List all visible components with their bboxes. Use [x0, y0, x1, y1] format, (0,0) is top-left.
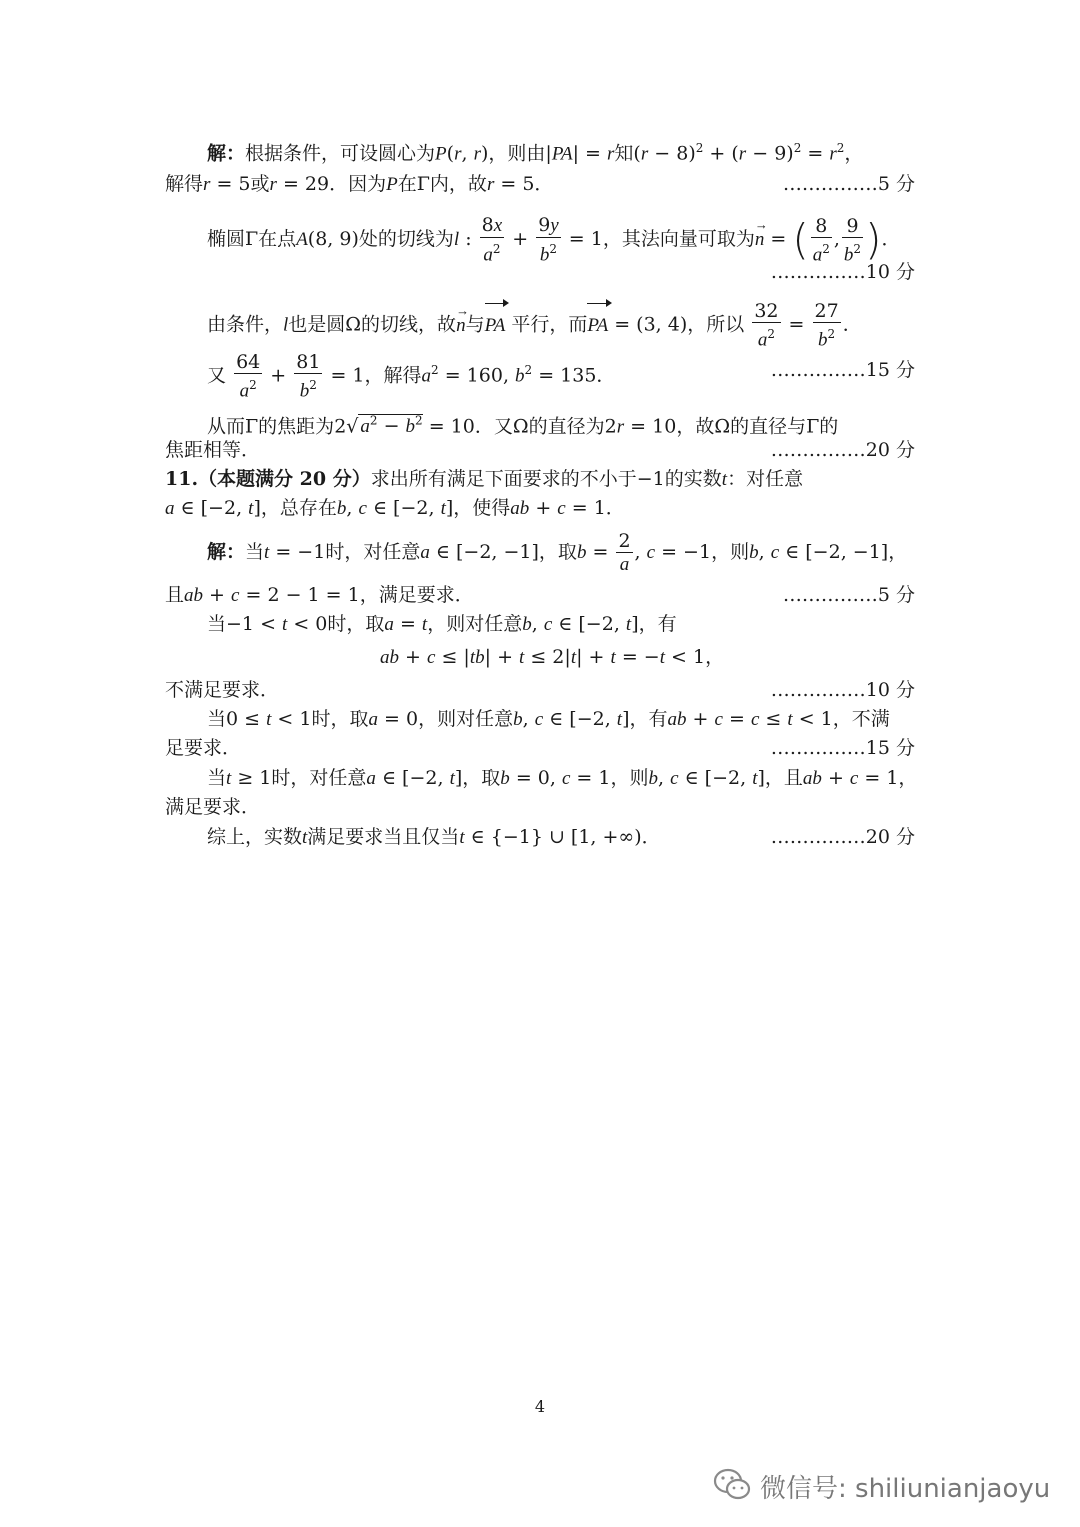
- page-number: 4: [534, 1397, 546, 1416]
- solution-11-line-6: 当0 ≤ t < 1时，取a = 0，则对任意b, c ∈ [−2, t]，有ab + c = c ≤ t < 1，不满: [207, 708, 890, 730]
- solution-11-line-5: 不满足要求．: [165, 679, 280, 701]
- problem-11-line-1: 11.（本题满分 20 分）求出所有满足下面要求的不小于−1的实数t：对任意: [165, 468, 804, 490]
- solution-line-5: 又 $\frac{64}{a^2}$ + $\frac{81}{b^2}$ = 1，解得$a^2 = 160$, $b^2 = 135$．: [207, 350, 616, 401]
- solution-11-line-9: 满足要求．: [165, 796, 261, 818]
- solution-line-7: 焦距相等．: [165, 439, 261, 461]
- score-15: ……………15 分: [770, 359, 915, 381]
- solution-line-1: 解：根据条件，可设圆心为P(r, r)，则由|PA| = r知$(r - 8)^2 + (r - 9)^2 = r^2$，: [207, 141, 864, 165]
- solution-11-line-3: 当−1 < t < 0时，取a = t，则对任意b, c ∈ [−2, t]，有: [207, 613, 677, 635]
- solution-line-3: 椭圆Γ在点A(8, 9)处的切线为l : $\frac{8x}{a^2}$ + $\frac{9y}{b^2}$ = 1，其法向量可取为→ n = ( $\frac{8}{a^2}$ , $\frac{9}{b^2}$ )．: [207, 214, 900, 258]
- score-20: ……………20 分: [770, 439, 915, 461]
- score-11-10: ……………10 分: [770, 679, 915, 701]
- solution-line-6: 从而Γ的焦距为2√ $a^2 - b^2 = 10$．又Ω的直径为2r = 10，故Ω的直径与Γ的: [207, 414, 839, 438]
- score-5: ……………5 分: [782, 173, 915, 195]
- solution-11-line-7: 足要求．: [165, 737, 242, 759]
- watermark-text: 微信号: shiliunianjaoyu: [760, 1474, 1051, 1504]
- score-11-5: ……………5 分: [782, 584, 915, 606]
- solution-11-line-1: 解：当t = −1时，对任意a ∈ [−2, −1]，取b = $\frac{2}{a}$ , c = −1，则b, c ∈ [−2, −1]，: [207, 530, 908, 575]
- solution-11-line-10: 综上，实数t满足要求当且仅当t ∈ {−1} ∪ [1, +∞)．: [207, 826, 661, 848]
- solution-line-2: 解得r = 5或r = 29．因为P在Γ内，故r = 5．: [165, 173, 554, 195]
- solution-line-4: 由条件，l也是圆Ω的切线，故→ n与PA 平行，而PA = (3, 4)，所以 $\frac{32}{a^2}$ = $\frac{27}{b^2}$ ．: [207, 300, 862, 344]
- problem-11-line-2: a ∈ [−2, t]，总存在b, c ∈ [−2, t]，使得ab + c = 1．: [165, 497, 625, 519]
- solution-11-line-8: 当t ≥ 1时，对任意a ∈ [−2, t]，取b = 0, c = 1，则b, c ∈ [−2, t]，且ab + c = 1，: [207, 767, 918, 789]
- score-11-15: ……………15 分: [770, 737, 915, 759]
- score-11-20: ……………20 分: [770, 826, 915, 848]
- score-10: ……………10 分: [770, 261, 915, 283]
- solution-11-line-2: 且ab + c = 2 − 1 = 1，满足要求．: [165, 584, 474, 606]
- solution-11-display: ab + c ≤ |tb| + t ≤ 2|t| + t = −t < 1，: [380, 646, 725, 668]
- wechat-icon: [712, 1465, 752, 1505]
